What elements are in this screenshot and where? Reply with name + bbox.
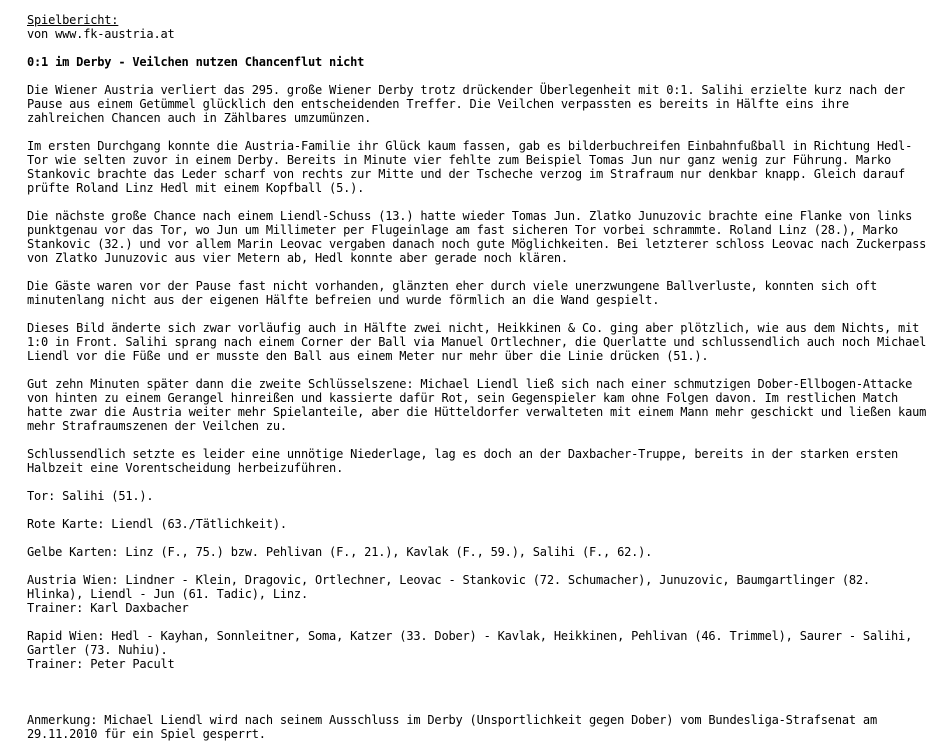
match-report [27,13,932,741]
paragraph-conclusion: Schlussendlich setzte es leider eine unnötige Niederlage, lag es doch an der Daxbacher-Truppe, bereits in der starken ersten Halbzeit eine Vorentscheidung herbeizuführen. [27,447,906,475]
paragraph-guests: Die Gäste waren vor der Pause fast nicht vorhanden, glänzten eher durch viele unerzwungene Ballverluste, konnten sich oft minutenlang nicht aus der eigenen Hälfte befreien und wurde förmlich an die Wand gespielt. [27,279,885,307]
lineup-players: Austria Wien: Lindner - Klein, Dragovic, Ortlechner, Leovac - Stankovic (72. Schumacher), Junuzovic, Baumgartlinger (82. Hlinka), Liendl - Jun (61. Tadic), Linz. [27,573,877,601]
paragraph-first-half: Im ersten Durchgang konnte die Austria-Familie ihr Glück kaum fassen, gab es bilderbuchreifen Einbahnfußball in Richtung Hedl-Tor wie selten zuvor in einem Derby. Bereits in Minute vier fehlte zum Beispiel Tomas Jun nur ganz wenig zur Führung. Marko Stankovic brachte das Leder scharf von rechts zur Mitte und der Tscheche verzog im Strafraum nur denkbar knapp. Gleich darauf prüfte Roland Linz Hedl mit einem Kopfball (5.). [27,139,913,195]
red-cards-line: Rote Karte: Liendl (63./Tätlichkeit). [27,517,287,531]
paragraph-red-card: Gut zehn Minuten später dann die zweite Schlüsselszene: Michael Liendl ließ sich nach einer schmutzigen Dober-Ellbogen-Attacke von hinten zu einem Gerangel hinreißen und kassierte dafür Rot, sein Gegenspieler kam ohne Folgen davon. Im restlichen Match hatte zwar die Austria weiter mehr Spielanteile, aber die Hütteldorfer verwalteten mit einem Mann mehr geschickt und ließen kaum mehr Strafraumszenen der Veilchen zu. [27,377,934,433]
lineup-austria [27,573,932,615]
report-label: Spielbericht: [27,13,119,27]
yellow-cards-line: Gelbe Karten: Linz (F., 75.) bzw. Pehlivan (F., 21.), Kavlak (F., 59.), Salihi (F., 62.). [27,545,653,559]
headline: 0:1 im Derby - Veilchen nutzen Chancenflut nicht [27,55,365,69]
paragraph-intro: Die Wiener Austria verliert das 295. große Wiener Derby trotz drückender Überlegenheit mit 0:1. Salihi erzielte kurz nach der Pause aus einem Getümmel glücklich den entscheidenden Treffer. Die Veilchen verpassten es bereits in Hälfte eins ihre zahlreichen Chancen auch in Zählbares umzumünzen. [27,83,913,125]
lineup-trainer: Trainer: Peter Pacult [27,657,175,671]
goals-line: Tor: Salihi (51.). [27,489,154,503]
spacer [27,685,932,713]
paragraph-chances: Die nächste große Chance nach einem Liendl-Schuss (13.) hatte wieder Tomas Jun. Zlatko Junuzovic brachte eine Flanke von links punktgenau vor das Tor, wo Jun um Millimeter per Flugeinlage am fast sicheren Tor vorbei schrammte. Roland Linz (28.), Marko Stankovic (32.) und vor allem Marin Leovac vergaben danach noch gute Möglichkeiten. Bei letzterer schloss Leovac nach Zuckerpass von Zlatko Junuzovic aus vier Metern ab, Hedl konnte aber gerade noch klären. [27,209,934,265]
spacer [27,41,932,55]
lineup-trainer: Trainer: Karl Daxbacher [27,601,189,615]
paragraph-goal: Dieses Bild änderte sich zwar vorläufig auch in Hälfte zwei nicht, Heikkinen & Co. ging aber plötzlich, wie aus dem Nichts, mit 1:0 in Front. Salihi sprang nach einem Corner der Ball via Manuel Ortlechner, die Querlatte und schlussendlich auch noch Michael Liendl vor die Füße und er musste den Ball aus einem Meter nur mehr über die Linie drücken (51.). [27,321,934,363]
lineup-rapid [27,629,932,671]
note-line: Anmerkung: Michael Liendl wird nach seinem Ausschluss im Derby (Unsportlichkeit gegen Dober) vom Bundesliga-Strafsenat am 29.11.2010 für ein Spiel gesperrt. [27,713,885,741]
lineup-players: Rapid Wien: Hedl - Kayhan, Sonnleitner, Soma, Katzer (33. Dober) - Kavlak, Heikkinen, Pehlivan (46. Trimmel), Saurer - Salihi, Gartler (73. Nuhiu). [27,629,920,657]
source-line: von www.fk-austria.at [27,27,175,41]
